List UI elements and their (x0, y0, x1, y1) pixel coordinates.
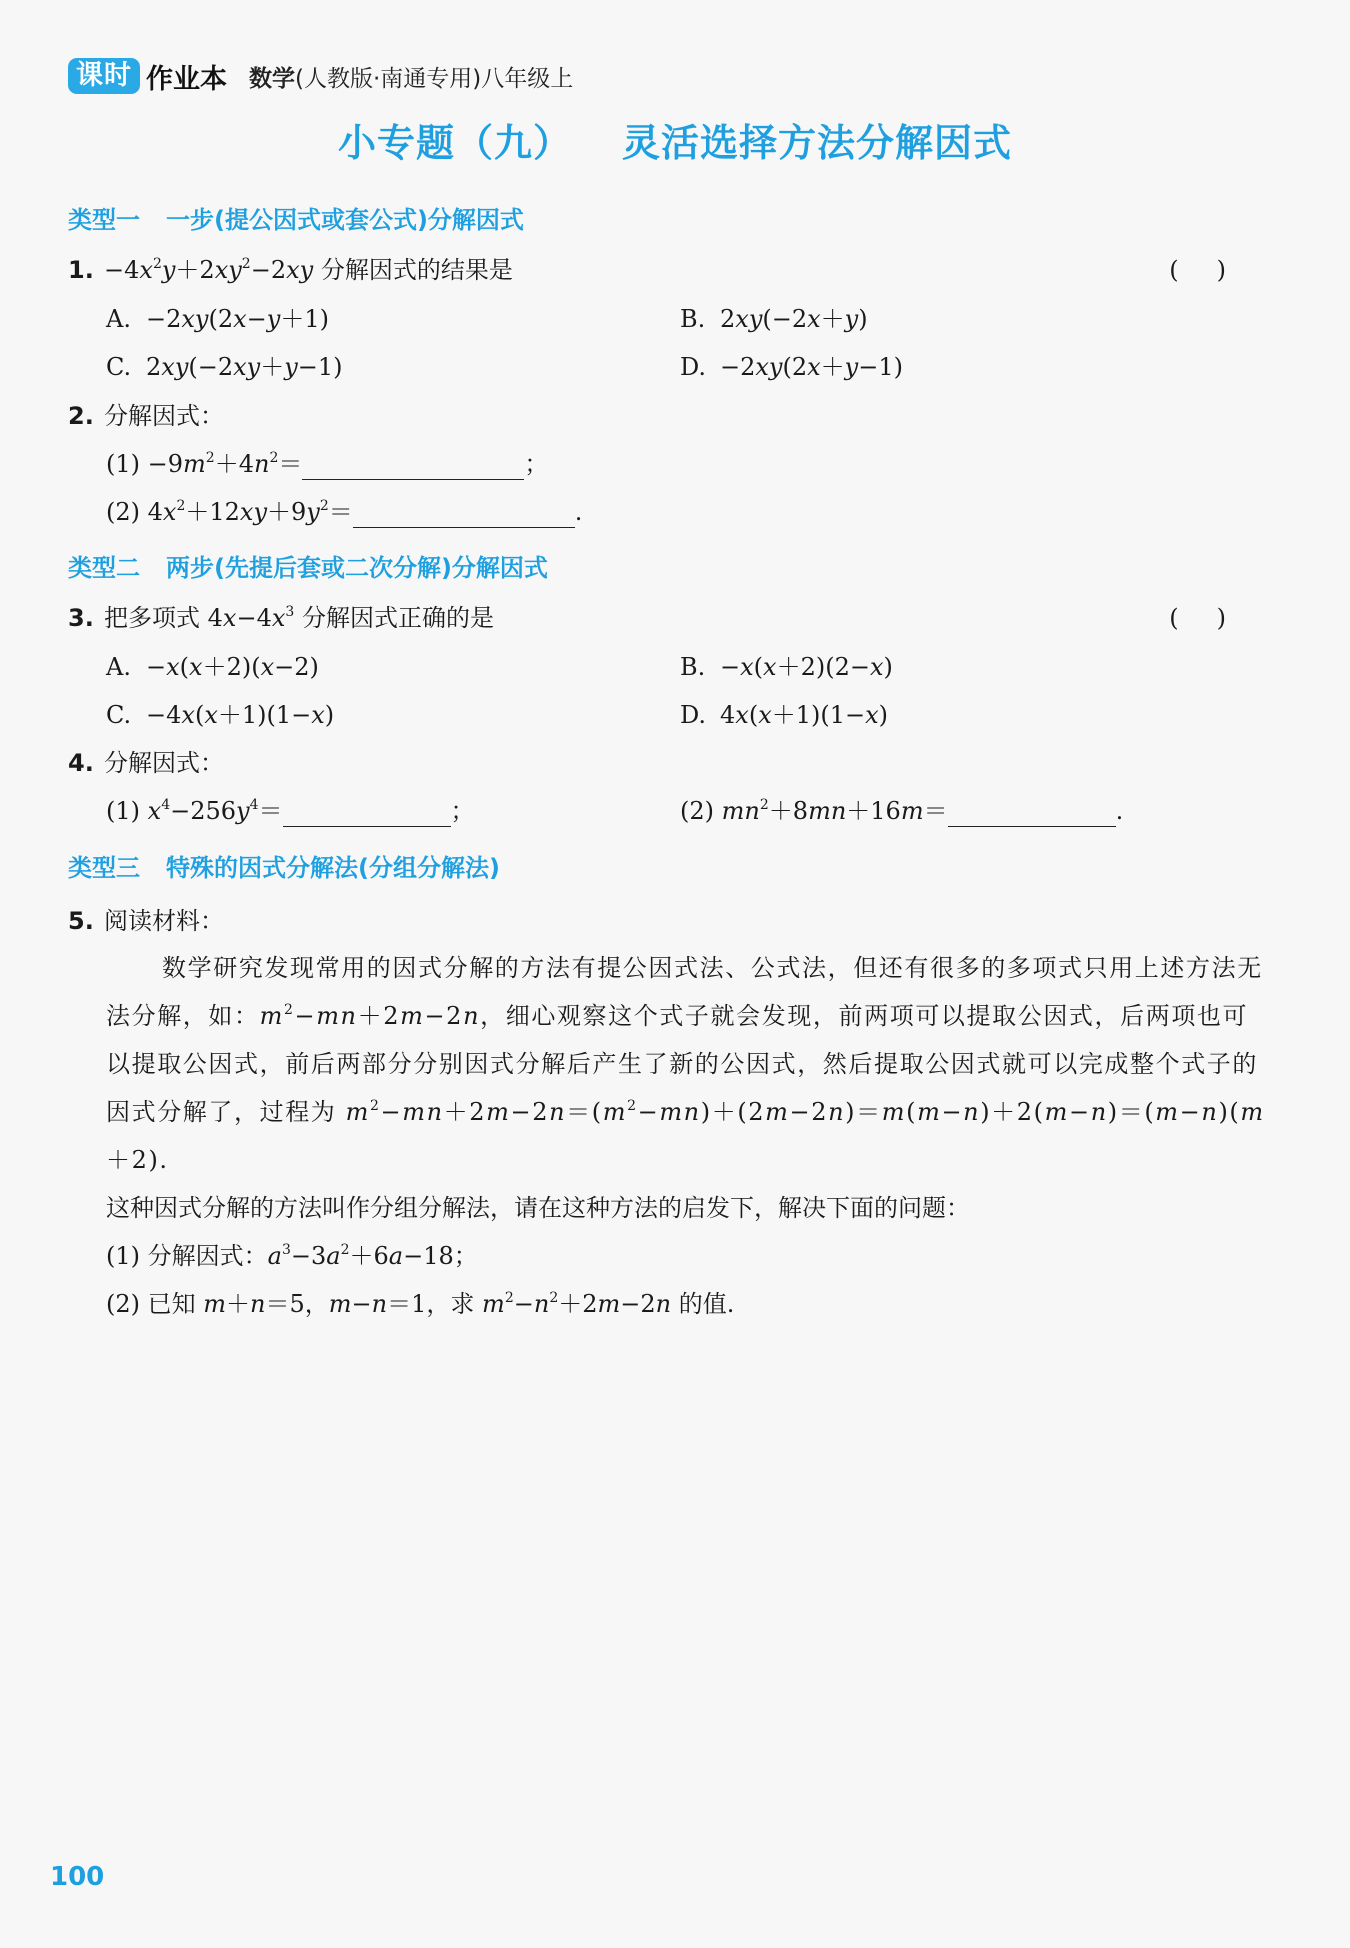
brand-logo: 课时 (68, 58, 140, 94)
section-label: 类型二 (68, 554, 140, 582)
answer-paren: () (1169, 604, 1264, 632)
question-stem: 分解因式： (104, 749, 224, 777)
option-label: C. (106, 701, 132, 729)
section-heading-3 (68, 848, 500, 883)
option-c: C. 2xy(−2xy＋y−1) (106, 353, 343, 381)
page-number: 100 (50, 1862, 105, 1892)
question-2-part-2: (2) $4x^2+12xy+9y^2=$ . (106, 498, 583, 526)
reading-text: 数学研究发现常用的因式分解的方法有提公因式法、公式法，但还有很多的多项式只用上述方法无法分解，如： (106, 954, 1263, 1030)
section-label: 类型三 (68, 854, 140, 882)
sub-label: (1) 分解因式： (106, 1242, 268, 1270)
question-number: 2. (68, 402, 94, 430)
question-stem: 阅读材料： (104, 907, 224, 935)
answer-blank[interactable] (353, 501, 575, 528)
option-label: A. (106, 305, 131, 333)
section-heading-2 (68, 548, 548, 583)
title-part1: 小专题（九） (337, 121, 572, 165)
question-number: 4. (68, 749, 94, 777)
question-4-part-2: (2) $mn^2+8mn+16m=$ . (680, 797, 1124, 825)
reading-text: ，细心观察这个式子就会发现，前两项可以提取公因式，后两项也可以提取公因式，前后两部分分别因式分解后产生了新的公因式，然后提取公因式就可以完成整个式子的因式分解了，过程为 (106, 1002, 1258, 1126)
question-stem: 分解因式正确的是 (301, 604, 494, 632)
book-info (249, 60, 573, 93)
option-c: C. −4x(x＋1)(1−x) (106, 701, 335, 729)
option-label: C. (106, 353, 132, 381)
question-stem: 分解因式的结果是 (320, 256, 513, 284)
question-5-part-1: (1) 分解因式：$a^3-3a^2+6a-18$； (106, 1242, 478, 1270)
question-5-part-2: (2) 已知 m＋n＝5，m−n＝1，求 $m^2-n^2+2m-2n$ 的值. (106, 1290, 735, 1318)
reading-instruction (106, 1192, 970, 1224)
answer-blank[interactable] (283, 800, 451, 827)
question-number: 3. (68, 604, 94, 632)
sub-label: (1) (106, 797, 140, 825)
question-3: 3. 把多项式 $4x-4x^3$ 分解因式正确的是 (68, 604, 494, 632)
option-d: D. −2xy(2x＋y−1) (680, 353, 903, 381)
section-text: 一步(提公因式或套公式)分解因式 (166, 206, 524, 234)
sub-text: ，求 (426, 1290, 475, 1318)
edition: (人教版·南通专用)八年级上 (295, 65, 574, 92)
question-stem: 分解因式： (104, 402, 224, 430)
option-label: B. (680, 653, 706, 681)
page-title (0, 112, 1350, 167)
section-text: 特殊的因式分解法(分组分解法) (166, 854, 500, 882)
reading-text: 这种因式分解的方法叫作分组分解法，请在这种方法的启发下，解决下面的问题： (106, 1194, 970, 1222)
question-number: 5. (68, 907, 94, 935)
section-heading-1 (68, 200, 524, 235)
option-a: A. −2xy(2x−y＋1) (106, 305, 329, 333)
section-label: 类型一 (68, 206, 140, 234)
question-2-part-1: $(1) -9m^2+4n^2=$ ； (106, 450, 549, 478)
question-4 (68, 747, 224, 779)
option-b: B. −x(x＋2)(2−x) (680, 653, 893, 681)
title-part2: 灵活选择方法分解因式 (622, 121, 1013, 165)
sub-text: 的值. (678, 1290, 735, 1318)
option-a: A. −x(x＋2)(x−2) (106, 653, 319, 681)
brand-name: 作业本 (146, 63, 227, 95)
page-header (68, 56, 573, 96)
question-4-part-1: (1) $x^4-256y^4=$ ； (106, 797, 475, 825)
answer-paren: () (1169, 256, 1264, 284)
option-b: B. 2xy(−2x＋y) (680, 305, 868, 333)
question-number: 1. (68, 256, 94, 284)
option-d: D. 4x(x＋1)(1−x) (680, 701, 889, 729)
section-text: 两步(先提后套或二次分解)分解因式 (166, 554, 548, 582)
question-2 (68, 400, 224, 432)
sub-label: (2) 已知 (106, 1290, 196, 1318)
answer-blank[interactable] (302, 453, 524, 480)
sub-label: (2) (680, 797, 714, 825)
option-label: A. (106, 653, 131, 681)
option-label: B. (680, 305, 706, 333)
reading-material: 数学研究发现常用的因式分解的方法有提公因式法、公式法，但还有很多的多项式只用上述方法无法分解，如：$m^2-mn+2m-2n$，细心观察这个式子就会发现，前两项可以提取公因式，后两项也可以提取公因式，前后两部分分别因式分解后产生了新的公因式，然后提取公因式就可以完成整个式子的因式分解了，过程为 $m^2-mn+2m-2n=(m^2-mn)+(2m-2n)=m(m-n)+2(m-n)=(m-n)(m+2)$. (106, 954, 1265, 1174)
answer-blank[interactable] (948, 800, 1116, 827)
question-stem-prefix: 把多项式 (104, 604, 200, 632)
option-label: D. (680, 353, 707, 381)
option-label: D. (680, 701, 707, 729)
question-1: 1. $-4x^2y+2xy^2-2xy$ 分解因式的结果是 (68, 256, 513, 284)
sub-label: (1) (106, 450, 140, 478)
question-5 (68, 905, 224, 937)
sub-label: (2) (106, 498, 140, 526)
subject: 数学 (249, 65, 295, 92)
